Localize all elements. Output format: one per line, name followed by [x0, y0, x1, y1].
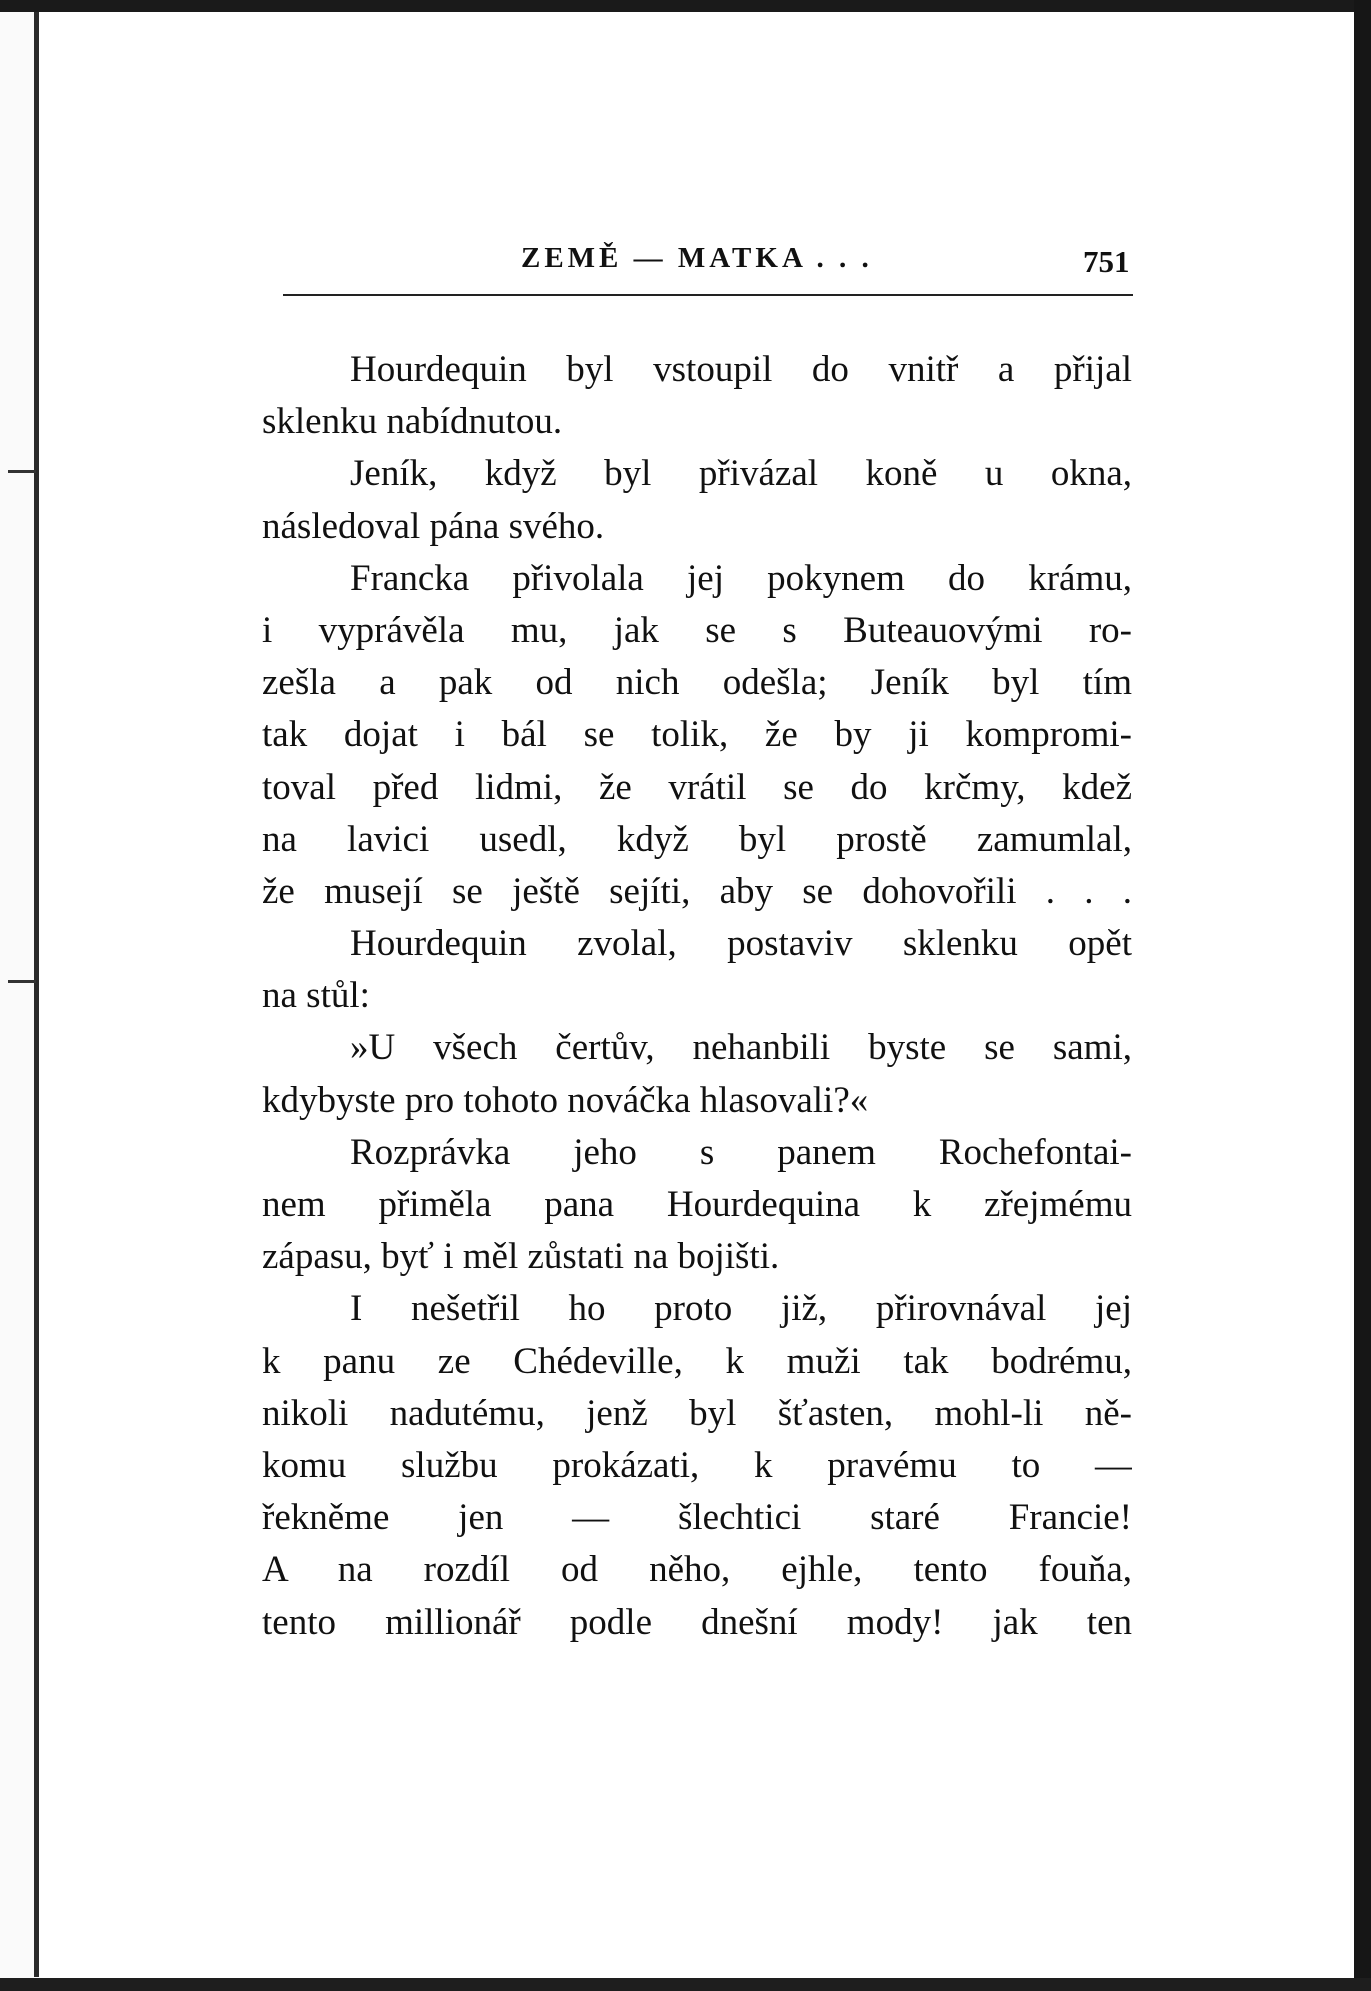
scan-edge-bottom: [0, 1978, 1371, 1991]
scan-edge-left: [34, 12, 39, 1977]
text-line: nikoli nadutému, jenž byl šťasten, mohl-li ně-: [262, 1392, 1132, 1434]
text-line: nem přiměla pana Hourdequina k zřejmému: [262, 1184, 1132, 1225]
text-line: řekněme jen — šlechtici staré Francie!: [262, 1497, 1132, 1539]
text-line: zešla a pak od nich odešla; Jeník byl tím: [262, 662, 1132, 704]
scan-margin-left: [0, 12, 34, 1991]
scan-edge-top: [0, 0, 1371, 12]
text-line: A na rozdíl od něho, ejhle, tento fouňa,: [262, 1549, 1132, 1591]
text-line: k panu ze Chédeville, k muži tak bodrému,: [262, 1340, 1132, 1382]
text-line: Hourdequin byl vstoupil do vnitř a přijal: [350, 349, 1132, 390]
scan-mark: [8, 470, 36, 473]
scan-mark: [8, 980, 36, 983]
text-line: že musejí se ještě sejíti, aby se dohovořili . . .: [262, 870, 1132, 912]
page-header: [283, 236, 1133, 300]
header-rule: [283, 294, 1133, 296]
text-line: tak dojat i bál se tolik, že by ji kompromi-: [262, 714, 1132, 756]
text-line: na lavici usedl, když byl prostě zamumlal,: [262, 818, 1132, 860]
text-line: Jeník, když byl přivázal koně u okna,: [350, 453, 1132, 495]
text-line: komu službu prokázati, k pravému to —: [262, 1444, 1132, 1486]
text-line: toval před lidmi, že vrátil se do krčmy, kdež: [262, 766, 1132, 808]
text-line: následoval pána svého.: [262, 505, 605, 547]
text-line: Rozprávka jeho s panem Rochefontai-: [350, 1131, 1132, 1173]
running-title: ZEMĚ — MATKA . . .: [521, 242, 873, 274]
text-line: kdybyste pro tohoto nováčka hlasovali?«: [262, 1079, 869, 1121]
text-line: na stůl:: [262, 975, 370, 1017]
body-text: [262, 344, 1132, 1649]
text-line: »U všech čertův, nehanbili byste se sami,: [350, 1027, 1132, 1069]
text-line: sklenku nabídnutou.: [262, 401, 563, 443]
scan-edge-right: [1354, 0, 1371, 1991]
text-line: zápasu, byť i měl zůstati na bojišti.: [262, 1236, 780, 1278]
text-line: Francka přivolala jej pokynem do krámu,: [350, 557, 1132, 599]
text-line: tento millionář podle dnešní mody! jak ten: [262, 1601, 1132, 1643]
text-line: I nešetřil ho proto již, přirovnával jej: [350, 1288, 1132, 1330]
page-number: 751: [1083, 244, 1130, 279]
text-line: Hourdequin zvolal, postaviv sklenku opět: [350, 923, 1132, 965]
text-line: i vyprávěla mu, jak se s Buteauovými ro-: [262, 609, 1132, 651]
